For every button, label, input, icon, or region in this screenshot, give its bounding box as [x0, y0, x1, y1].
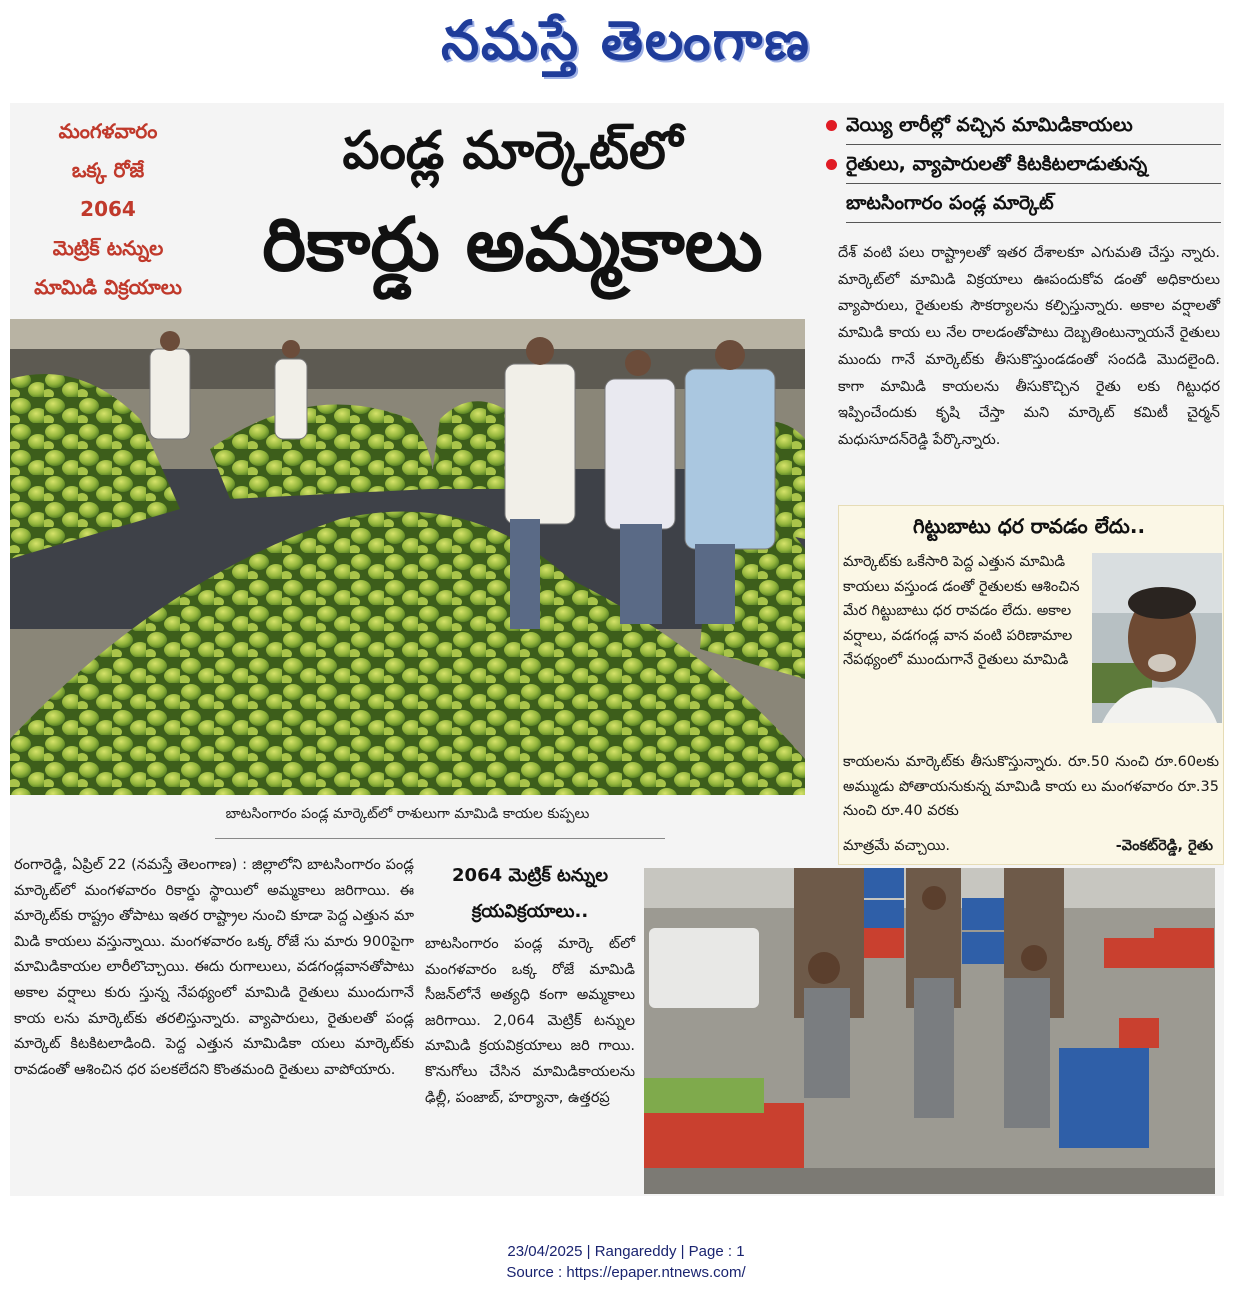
divider	[215, 838, 665, 839]
side-note-line: మెట్రిక్ టన్నుల	[52, 236, 164, 260]
bullet-text: వెయ్యి లారీల్లో వచ్చిన మామిడికాయలు	[846, 114, 1133, 136]
red-dot-icon	[826, 159, 837, 170]
box-text-full: కాయలను మార్కెట్‌కు తీసుకొస్తున్నారు. రూ.50 నుంచి రూ.60లకు అమ్ముడు పోతాయనుకున్న మామిడి కాయ లు మంగళవారం రూ.35 నుంచి రూ.40 వరకు	[843, 754, 1219, 819]
side-note-line: ఒక్క రోజే	[71, 158, 145, 182]
side-note-line: మామిడి విక్రయాలు	[34, 275, 182, 299]
bullet-continuation	[826, 186, 1221, 220]
page-footer	[0, 1241, 1252, 1283]
bullet-item	[826, 108, 1221, 142]
sub-headline: 2064 మెట్రిక్ టన్నుల క్రయవిక్రయాలు..	[452, 865, 608, 922]
bullet-text: బాటసింగారం పండ్ల మార్కెట్	[846, 192, 1054, 214]
crates-loading-photo	[644, 868, 1215, 1194]
signature: -వెంకట్‌రెడ్డి, రైతు	[1115, 838, 1213, 854]
headline-line-1: పండ్ల మార్కెట్‌లో	[342, 121, 683, 181]
side-note-line: 2064	[80, 197, 136, 221]
divider	[846, 144, 1221, 145]
photo-caption: బాటసింగారం పండ్ల మార్కెట్‌లో రాశులుగా మామిడి కాయల కుప్పలు	[225, 806, 590, 822]
box-signature-line	[843, 834, 1213, 859]
box-title: గిట్టుబాటు ధర రావడం లేదు..	[912, 514, 1146, 538]
mango-market-photo	[10, 319, 805, 795]
article-left-text: రంగారెడ్డి, ఏప్రిల్ 22 (నమస్తే తెలంగాణ) : జిల్లాలోని బాటసింగారం పండ్ల మార్కెట్‌లో మంగళవారం రికార్డు స్థాయిలో అమ్మకాలు జరిగాయి. ఈ మార్కెట్‌కు రాష్ట్రం తోపాటు ఇతర రాష్ట్రాల నుంచి కూడా పెద్ద ఎత్తున మా మిడి కాయలు వస్తున్నాయి. మంగళవారం ఒక్క రోజే సు మారు 900పైగా మామిడికాయల లారీలొచ్చాయి. ఈదు రుగాలులు, వడగండ్లవానతోపాటు అకాల వర్షాలు కురు స్తున్న నేపథ్యంలో మామిడి రైతులు ముందుగానే కాయ లను మార్కెట్‌కు తరలిస్తున్నారు. వ్యాపారులు, రైతులతో పండ్ల మార్కెట్ కిటకిటలాడింది. పెద్ద ఎత్తున మామిడికా యలు మార్కెట్‌కు రావడంతో ఆశించిన ధర పలకలేదని కొంతమంది రైతులు వాపోయారు.	[14, 857, 414, 1078]
divider	[846, 222, 1221, 223]
headline	[215, 112, 810, 300]
farmer-portrait	[1092, 553, 1222, 723]
footer-source-line: Source : https://epaper.ntnews.com/	[506, 1264, 746, 1281]
highlight-bullets	[826, 108, 1221, 225]
box-text-narrow: మార్కెట్‌కు ఒకేసారి పెద్ద ఎత్తున మామిడి కాయలు వస్తుండ డంతో రైతులకు ఆశించిన మేర గిట్టుబాటు ధర రావడం లేదు. అకాల వర్షాలు, వడగండ్ల వాన వంటి పరిణామాల నేపథ్యంలో ముందుగానే రైతులు మామిడి	[843, 554, 1080, 668]
footer-date-line: 23/04/2025 | Rangareddy | Page : 1	[507, 1243, 745, 1260]
article-top-text: దేశ్ వంటి పలు రాష్ట్రాలతో ఇతర దేశాలకూ ఎగుమతి చేస్తు న్నారు. మార్కెట్‌లో మామిడి విక్రయాలు ఊపందుకోవ డంతో అధికారులు వ్యాపారులు, రైతులకు సౌకర్యాలను కల్పిస్తున్నారు. అకాల వర్షాలతో మామిడి కాయ లు నేల రాలడంతోపాటు దెబ్బతింటున్నాయనే రైతులు ముందు గానే మార్కెట్‌కు తీసుకొస్తుండడంతో సందడి మొదలైంది. కాగా మామిడి కాయలను తీసుకొచ్చిన రైతు లకు గిట్టుధర ఇప్పించేందుకు కృషి చేస్తా మని మార్కెట్ కమిటీ చైర్మన్ మధుసూదన్‌రెడ్డి పేర్కొన్నారు.	[838, 245, 1220, 448]
red-dot-icon	[826, 120, 837, 131]
side-note	[14, 112, 202, 307]
masthead-title: నమస్తే తెలంగాణ	[441, 8, 811, 72]
article-mid-text: బాటసింగారం పండ్ల మార్కె ట్‌లో మంగళవారం ఒక్క రోజే మామిడి సీజన్‌లోనే అత్యధి కంగా అమ్మకాలు జరిగాయి. 2,064 మెట్రిక్ టన్నుల మామిడి క్రయవిక్రయాలు జరి గాయి. కొనుగోలు చేసిన మామిడికాయలను ఢిల్లీ, పంజాబ్, హర్యానా, ఉత్తరప్ర	[425, 936, 635, 1106]
box-text-end: మాత్రమే వచ్చాయి.	[843, 838, 950, 854]
headline-line-2: రికార్డు అమ్మకాలు	[262, 202, 763, 288]
bullet-text: రైతులు, వ్యాపారులతో కిటకిటలాడుతున్న	[846, 153, 1148, 175]
divider	[846, 183, 1221, 184]
bullet-item	[826, 147, 1221, 181]
side-note-line: మంగళవారం	[58, 119, 158, 143]
